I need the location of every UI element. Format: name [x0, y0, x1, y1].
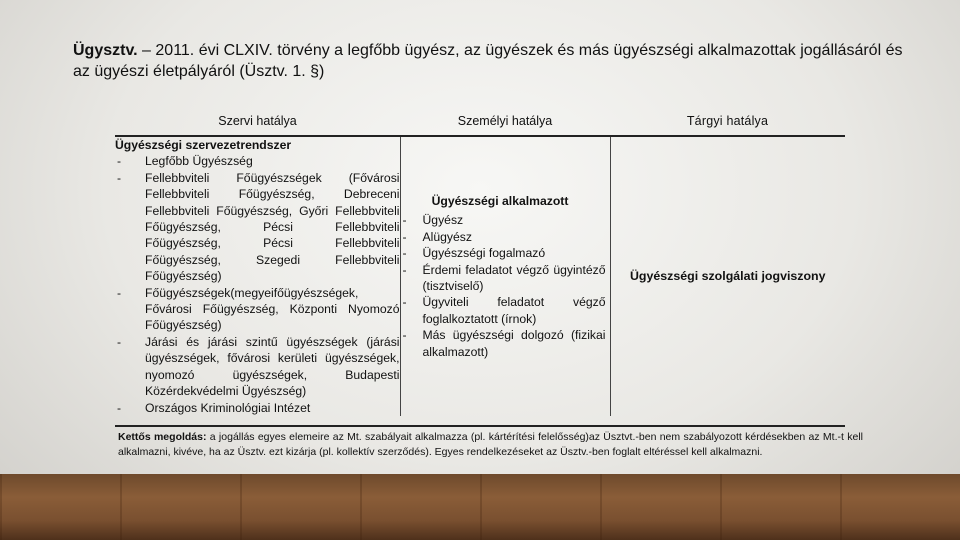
list-item: - Járási és járási szintű ügyészségek (járási ügyészségek, fővárosi kerületi ügyészségek, nyomozó ügyészségek, Budapesti Közérdekvédelmi Ügyészség)	[115, 334, 400, 400]
szervi-heading: Ügyészségi szervezetrendszer	[115, 138, 292, 152]
list-item: - Érdemi feladatot végző ügyintéző (tisztviselő)	[401, 262, 610, 295]
note-label: Kettős megoldás:	[118, 431, 207, 443]
title-text: – 2011. évi CLXIV. törvény a legfőbb ügyész, az ügyészek és más ügyészségi alkalmazottak jogállásáról és az ügyészi életpályáról (Üsztv. 1. §)	[73, 42, 903, 80]
szervi-list	[115, 153, 400, 416]
szervi-cell	[115, 136, 400, 416]
note-text: a jogállás egyes elemeire az Mt. szabályait alkalmazza (pl. kártérítési felelősség)az Üsztvt.-ben nem szabályozott kérdésekben az Mt.-t kell alkalmazni, kivéve, ha az Üsztv. ezt kizárja (pl. kollektív szerződés). Egyes rendelkezéseket az Üsztv.-ben foglalt eltéréssel kell alkalmazni.	[118, 431, 863, 458]
header-targyi: Tárgyi hatálya	[610, 107, 845, 136]
header-szemelyi: Személyi hatálya	[400, 107, 610, 136]
list-item: - Ügyészségi fogalmazó	[401, 245, 610, 261]
title-abbr: Ügysztv.	[73, 42, 138, 59]
note-paragraph	[118, 430, 863, 459]
szemelyi-heading: Ügyészségi alkalmazott	[431, 193, 569, 208]
header-szervi: Szervi hatálya	[115, 107, 400, 136]
list-item: - Főügyészségek(megyeifőügyészségek, Fővárosi Főügyészség, Központi Nyomozó Főügyészség)	[115, 285, 400, 334]
table-bottom-rule	[115, 425, 845, 427]
scope-table	[115, 107, 845, 416]
slide-title	[73, 40, 903, 82]
szemelyi-cell	[400, 136, 610, 416]
szemelyi-list	[401, 212, 610, 360]
list-item: - Országos Kriminológiai Intézet	[115, 400, 400, 416]
wooden-floor	[0, 474, 960, 540]
list-item: - Legfőbb Ügyészség	[115, 153, 400, 169]
table-body-row	[115, 136, 845, 416]
list-item: - Alügyész	[401, 229, 610, 245]
list-item: - Fellebbviteli Főügyészségek (Fővárosi Fellebbviteli Főügyészség, Debreceni Fellebbviteli Főügyészség, Győri Fellebbviteli Főügyészség, Pécsi Fellebbviteli Főügyészség, Pécsi Fellebbviteli Főügyészség, Szegedi Fellebbviteli Főügyészség)	[115, 170, 400, 285]
table-header-row	[115, 107, 845, 136]
list-item: - Ügyviteli feladatot végző foglalkoztatott (írnok)	[401, 294, 610, 327]
targyi-cell: Ügyészségi szolgálati jogviszony	[629, 269, 826, 284]
list-item: - Ügyész	[401, 212, 610, 228]
list-item: - Más ügyészségi dolgozó (fizikai alkalmazott)	[401, 327, 610, 360]
